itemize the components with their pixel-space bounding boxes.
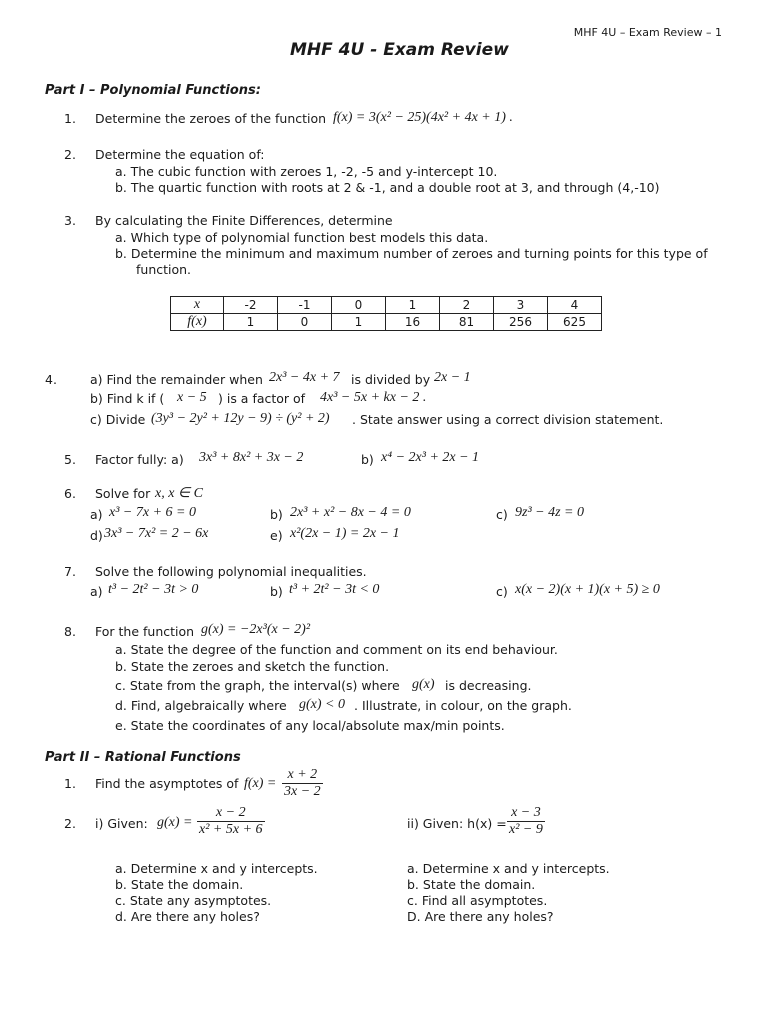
- p2-q2-ii-numerator: x − 3: [507, 805, 545, 822]
- part1-heading: Part I – Polynomial Functions:: [45, 83, 261, 98]
- q6-text: Solve for: [95, 486, 151, 501]
- table-cell: -2: [224, 297, 278, 314]
- q8-item-d-post: . Illustrate, in colour, on the graph.: [354, 698, 572, 713]
- q3-item-b: b. Determine the minimum and maximum number of zeroes and turning points for this type of: [115, 246, 708, 261]
- q5-a-expr: 3x³ + 8x² + 3x − 2: [199, 450, 304, 465]
- q4-b-mid: ) is a factor of: [218, 391, 306, 406]
- p2-q2-left-item: c. State any asymptotes.: [115, 893, 272, 908]
- q4-c-expr: (3y³ − 2y² + 12y − 9) ÷ (y² + 2): [151, 411, 330, 426]
- table-row: [171, 297, 602, 314]
- p2-q2-left-item: d. Are there any holes?: [115, 909, 260, 924]
- q7-number: 7.: [64, 564, 76, 579]
- p2-q2-left-item: b. State the domain.: [115, 877, 244, 892]
- q4-number: 4.: [45, 372, 57, 387]
- q7-c-label: c): [496, 584, 508, 599]
- q4-a-expr2: 2x − 1: [434, 370, 471, 385]
- table-cell: 1: [386, 297, 440, 314]
- q2-number: 2.: [64, 147, 76, 162]
- q8-item-e: e. State the coordinates of any local/absolute max/min points.: [115, 718, 505, 733]
- p2-q2-ii-fraction: [507, 805, 545, 838]
- q6-condition: x, x ∈ C: [155, 486, 203, 501]
- table-cell: 0: [332, 297, 386, 314]
- q6-e-label: e): [270, 528, 283, 543]
- table-cell: 1: [224, 314, 278, 331]
- table-cell: -1: [278, 297, 332, 314]
- q6-b-expr: 2x³ + x² − 8x − 4 = 0: [290, 505, 411, 520]
- q4-b-expr2: 4x³ − 5x + kx − 2 .: [320, 390, 427, 405]
- q7-c-expr: x(x − 2)(x + 1)(x + 5) ≥ 0: [515, 582, 660, 597]
- q4-c-post: . State answer using a correct division statement.: [352, 412, 664, 427]
- q8-item-d: d. Find, algebraically where: [115, 698, 287, 713]
- q6-a-label: a): [90, 507, 103, 522]
- page-title: MHF 4U - Exam Review: [290, 40, 509, 60]
- q4-b-text: b) Find k if (: [90, 391, 165, 406]
- table-cell: 1: [332, 314, 386, 331]
- q6-number: 6.: [64, 486, 76, 501]
- q4-a-mid: is divided by: [351, 372, 431, 387]
- finite-differences-table: [170, 296, 602, 331]
- q5-b-label: b): [361, 452, 374, 467]
- q7-text: Solve the following polynomial inequalities.: [95, 564, 367, 579]
- table-cell: 16: [386, 314, 440, 331]
- p2-q2-right-item: b. State the domain.: [407, 877, 536, 892]
- q8-item-d-expr: g(x) < 0: [299, 697, 345, 712]
- p2-q1-lhs: f(x) =: [244, 776, 277, 791]
- q8-text: For the function: [95, 624, 195, 639]
- q5-b-expr: x⁴ − 2x³ + 2x − 1: [381, 450, 480, 465]
- q4-c-text: c) Divide: [90, 412, 146, 427]
- q8-item-c-expr: g(x): [412, 677, 435, 692]
- table-fx-label: f(x): [171, 314, 224, 331]
- table-row: [171, 314, 602, 331]
- p2-q2-left-item: a. Determine x and y intercepts.: [115, 861, 318, 876]
- q4-a-expr1: 2x³ − 4x + 7: [269, 370, 340, 385]
- p2-q1-denominator: 3x − 2: [284, 784, 321, 799]
- q6-a-expr: x³ − 7x + 6 = 0: [109, 505, 196, 520]
- p2-q2-ii-text: ii) Given: h(x) =: [407, 816, 507, 831]
- p2-q1-number: 1.: [64, 776, 76, 791]
- q4-a-text: a) Find the remainder when: [90, 372, 263, 387]
- p2-q2-ii-denominator: x² − 9: [509, 822, 543, 837]
- q1-text: Determine the zeroes of the function: [95, 111, 327, 126]
- table-cell: 3: [494, 297, 548, 314]
- part2-heading: Part II – Rational Functions: [45, 750, 241, 765]
- q2-text: Determine the equation of:: [95, 147, 265, 162]
- table-cell: 0: [278, 314, 332, 331]
- table-cell: 2: [440, 297, 494, 314]
- q8-item-c-post: is decreasing.: [445, 678, 532, 693]
- p2-q2-right-item: D. Are there any holes?: [407, 909, 554, 924]
- p2-q2-number: 2.: [64, 816, 76, 831]
- q5-number: 5.: [64, 452, 76, 467]
- p2-q1-fraction: [282, 767, 323, 800]
- table-cell: 81: [440, 314, 494, 331]
- q6-e-expr: x²(2x − 1) = 2x − 1: [290, 526, 400, 541]
- page-header: MHF 4U – Exam Review – 1: [573, 26, 722, 39]
- q7-b-label: b): [270, 584, 283, 599]
- q3-number: 3.: [64, 213, 76, 228]
- q8-item-c: c. State from the graph, the interval(s) where: [115, 678, 400, 693]
- p2-q2-i-denominator: x² + 5x + 6: [199, 822, 263, 837]
- p2-q1-text: Find the asymptotes of: [95, 776, 239, 791]
- q4-b-expr1: x − 5: [177, 390, 207, 405]
- q6-d-expr: 3x³ − 7x² = 2 − 6x: [104, 526, 209, 541]
- q1-number: 1.: [64, 111, 76, 126]
- q1-expression: f(x) = 3(x² − 25)(4x² + 4x + 1) .: [333, 110, 513, 125]
- q2-item-b: b. The quartic function with roots at 2 & -1, and a double root at 3, and through (4,-10): [115, 180, 660, 195]
- table-cell: 625: [548, 314, 602, 331]
- q8-item-b: b. State the zeroes and sketch the function.: [115, 659, 390, 674]
- p2-q2-right-item: a. Determine x and y intercepts.: [407, 861, 610, 876]
- q7-a-label: a): [90, 584, 103, 599]
- q7-a-expr: t³ − 2t² − 3t > 0: [108, 582, 199, 597]
- p2-q2-i-lhs: g(x) =: [157, 815, 193, 830]
- q8-expression: g(x) = −2x³(x − 2)²: [201, 622, 311, 637]
- q3-item-a: a. Which type of polynomial function best models this data.: [115, 230, 489, 245]
- q8-number: 8.: [64, 624, 76, 639]
- table-cell: 4: [548, 297, 602, 314]
- p2-q2-i-fraction: [197, 805, 265, 838]
- q7-b-expr: t³ + 2t² − 3t < 0: [289, 582, 380, 597]
- q6-c-expr: 9z³ − 4z = 0: [515, 505, 584, 520]
- q6-d-label: d): [90, 528, 103, 543]
- p2-q2-right-item: c. Find all asymptotes.: [407, 893, 548, 908]
- table-x-label: x: [171, 297, 224, 314]
- q6-c-label: c): [496, 507, 508, 522]
- q5-text: Factor fully: a): [95, 452, 184, 467]
- q2-item-a: a. The cubic function with zeroes 1, -2, -5 and y-intercept 10.: [115, 164, 498, 179]
- q8-item-a: a. State the degree of the function and comment on its end behaviour.: [115, 642, 558, 657]
- q6-b-label: b): [270, 507, 283, 522]
- q3-item-b-cont: function.: [136, 262, 192, 277]
- table-cell: 256: [494, 314, 548, 331]
- p2-q2-i-numerator: x − 2: [197, 805, 265, 822]
- p2-q2-i-text: i) Given:: [95, 816, 148, 831]
- p2-q1-numerator: x + 2: [282, 767, 323, 784]
- q3-text: By calculating the Finite Differences, determine: [95, 213, 393, 228]
